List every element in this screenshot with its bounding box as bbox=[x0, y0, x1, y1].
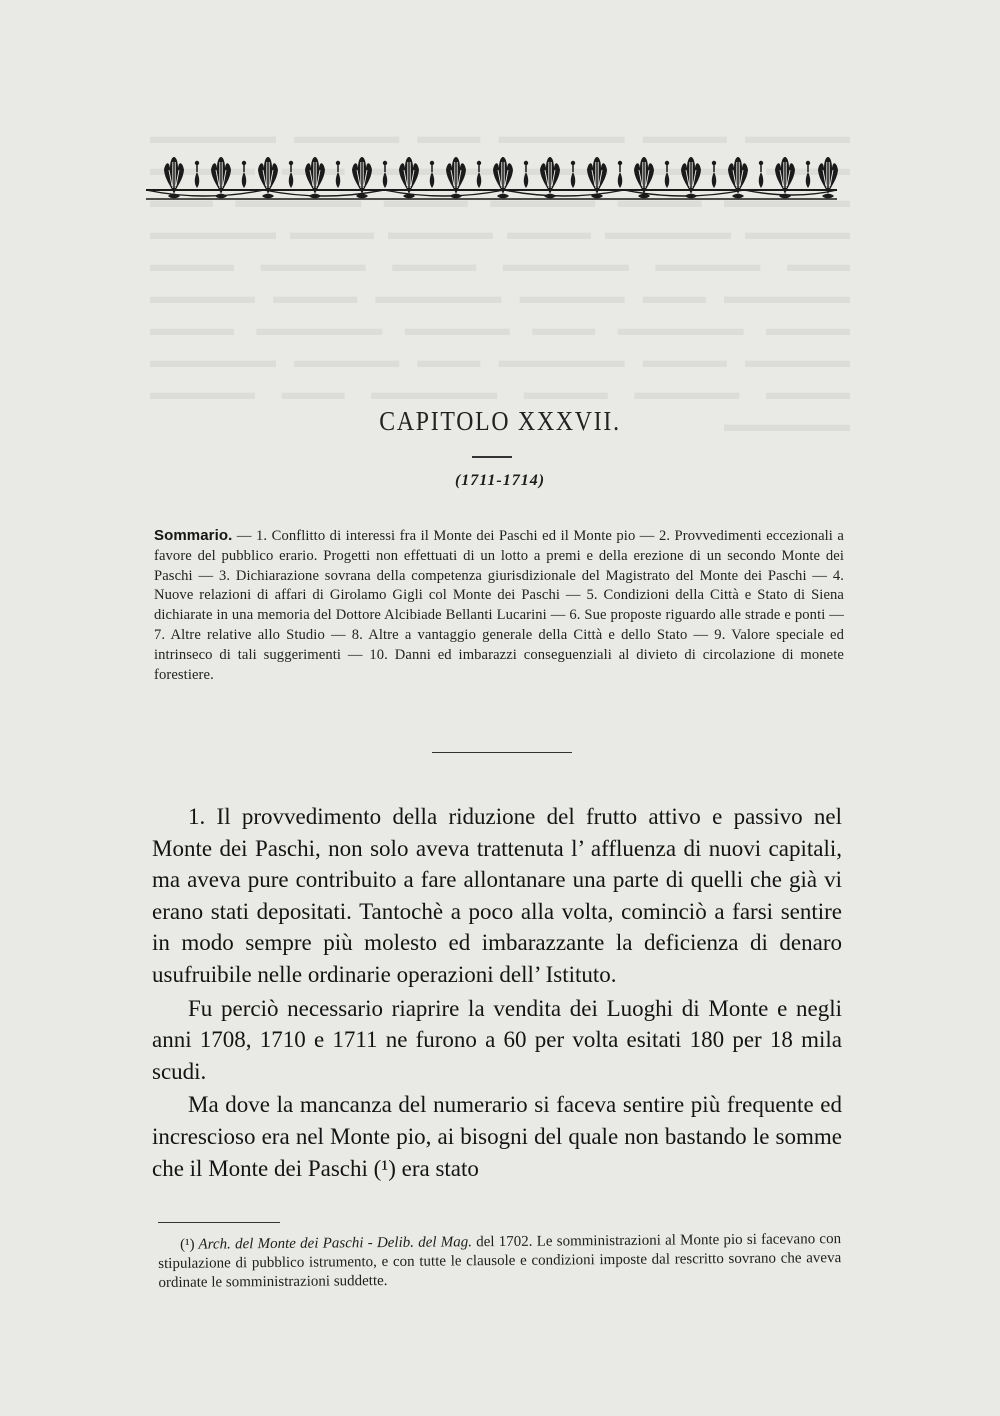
bleed-through-texture: ▬▬▬▬▬ ▬▬▬▬ ▬▬▬▬▬▬ ▬▬▬ ▬▬▬▬▬ ▬▬▬▬▬▬ ▬▬▬▬ ▬▬▬▬▬▬ ▬▬▬▬▬ ▬▬▬▬▬▬ ▬▬▬▬ ▬▬▬▬▬ ▬▬▬▬ ▬▬▬▬▬▬ ▬▬▬ ▬▬▬▬▬ ▬▬▬▬▬▬ ▬▬▬▬ ▬▬▬▬▬ ▬▬▬▬ ▬▬▬▬▬▬ ▬▬▬ ▬▬▬▬▬ ▬▬▬▬▬▬ ▬▬▬▬ ▬▬▬▬▬ ▬▬▬▬ ▬▬▬▬▬▬ ▬▬▬ ▬▬▬▬▬ ▬▬▬▬▬▬ ▬▬▬▬ ▬▬▬▬▬ ▬▬▬▬ ▬▬▬▬▬▬ ▬▬▬ ▬▬▬▬▬ ▬▬▬▬▬▬ ▬▬▬▬ ▬▬▬▬▬ ▬▬▬▬ ▬▬▬▬▬▬ ▬▬▬ ▬▬▬▬▬ ▬▬▬▬▬▬ ▬▬▬▬ ▬▬▬▬▬ ▬▬▬▬ ▬▬▬▬▬▬ ▬▬▬ ▬▬▬▬▬ ▬▬▬▬▬▬ bbox=[150, 124, 850, 436]
paragraph-1: 1. Il provvedimento della riduzione del frutto attivo e passivo nel Monte dei Paschi, non solo aveva trattenuta l’ affluenza di nuovi capitali, ma aveva pure contribuito a fare allontanare una parte di quelli che già vi erano stati depositati. Tantochè a poco alla volta, cominciò a farsi sentire in modo sempre più molesto ed imbarazzante la deficienza di denaro usufruibile nelle ordinarie operazioni dell’ Istituto. bbox=[152, 804, 842, 987]
paragraph-3-end: era stato bbox=[395, 1155, 479, 1181]
chapter-dates: (1711-1714) bbox=[454, 472, 546, 489]
footnote-source: Arch. del Monte dei Paschi - Delib. del Mag. bbox=[194, 1234, 473, 1253]
footnote-reference: (¹) bbox=[373, 1155, 396, 1181]
title-divider bbox=[472, 456, 512, 458]
palmette-frieze-ornament-icon bbox=[144, 150, 839, 210]
footnote bbox=[158, 1230, 841, 1293]
paragraph-3 bbox=[152, 1089, 842, 1184]
summary-text: — 1. Conflitto di interessi fra il Monte dei Paschi ed il Monte pio — 2. Provvedimenti eccezionali a favore del pubblico erario. Progetti non effettuati di un lotto a premi e della erezione di un secondo Monte dei Paschi — 3. Dichiarazione sovrana della competenza giurisdizionale del Magistrato del Monte dei Paschi — 4. Nuove relazioni di affari di Girolamo Gigli col Monte dei Paschi — 5. Condizioni della Città e Stato di Siena dichiarate in una memoria del Dottore Alcibiade Bellanti Lucarini — 6. Sue proposte riguardo alle strade e ponti — 7. Altre relative allo Studio — 8. Altre a vantaggio generale della Città e dello Stato — 9. Valore speciale ed intrinseco di tali suggerimenti — 10. Danni ed imbarazzi conseguenziali al divieto di circolazione di monete forestiere. bbox=[154, 528, 844, 683]
paragraph-2: Fu perciò necessario riaprire la vendita dei Luoghi di Monte e negli anni 1708, 1710 e 1711 ne furono a 60 per volta esitati 180 per 18 mila scudi. bbox=[152, 995, 842, 1084]
footnote-text: del 1702. Le somministrazioni al Monte pio si facevano con stipulazione di pubblico istrumento, e con tutte le clausole e condizioni imposte dal rescritto sovrano che aveva ordinate le somministrazioni suddette. bbox=[158, 1231, 842, 1291]
chapter-title: CAPITOLO XXXVII. bbox=[379, 406, 621, 436]
paragraph-3-text: Ma dove la mancanza del numerario si faceva sentire più frequente ed increscioso era nel Monte pio, ai bisogni del quale non bastando le somme che il Monte dei Paschi bbox=[152, 1092, 842, 1181]
summary-label: Sommario. bbox=[154, 527, 233, 544]
body-text bbox=[152, 801, 842, 1184]
section-divider bbox=[432, 752, 572, 753]
footnote-marker: (¹) bbox=[180, 1236, 195, 1253]
chapter-summary bbox=[154, 526, 844, 685]
footnote-divider bbox=[158, 1222, 280, 1223]
